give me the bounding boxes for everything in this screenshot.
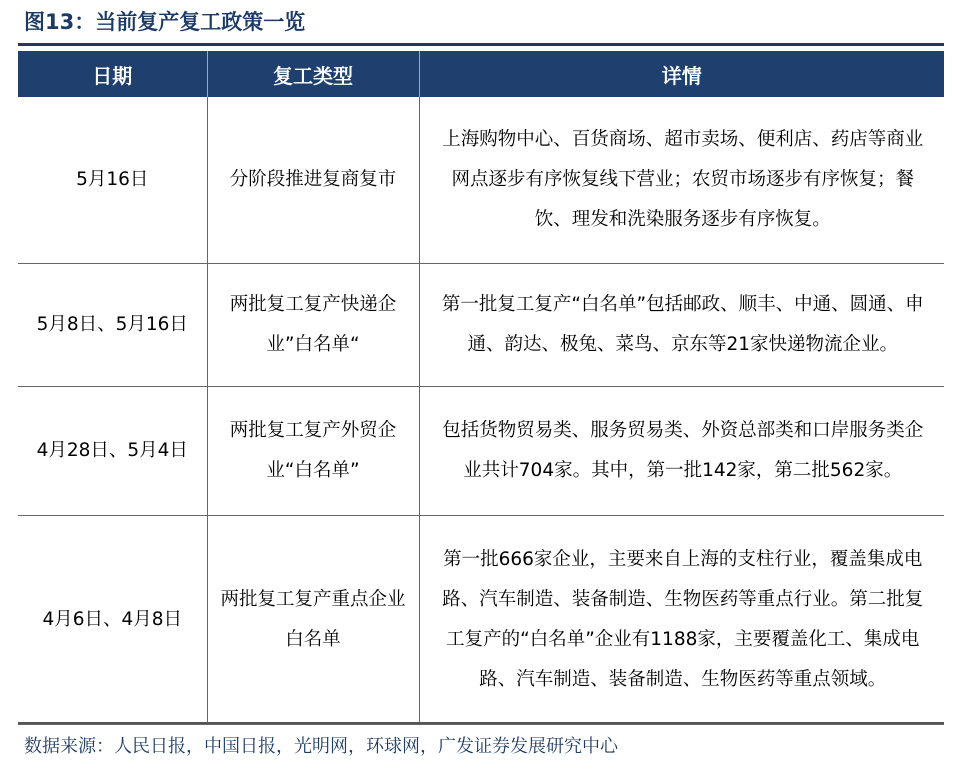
row-details: 上海购物中心、百货商场、超市卖场、便利店、药店等商业网点逐步有序恢复线下营业；农贸市场逐步有序恢复；餐饮、理发和洗染服务逐步有序恢复。 — [419, 97, 944, 264]
source-note: 数据来源：人民日报，中国日报，光明网，环球网，广发证券发展研究中心 — [24, 736, 618, 757]
row-date: 4月28日、5月4日 — [18, 387, 207, 516]
row-details: 第一批666家企业，主要来自上海的支柱行业，覆盖集成电路、汽车制造、装备制造、生物医药等重点行业。第二批复工复产的“白名单”企业有1188家，主要覆盖化工、集成电路、汽车制造、装备制造、生物医药等重点领域。 — [419, 516, 944, 725]
table-row — [18, 264, 944, 387]
header-date: 日期 — [18, 51, 207, 97]
table-row — [18, 516, 944, 725]
row-details: 第一批复工复产“白名单”包括邮政、顺丰、中通、圆通、申通、韵达、极兔、菜鸟、京东等21家快递物流企业。 — [419, 264, 944, 387]
table-row — [18, 97, 944, 264]
figure-title: 图13：当前复产复工政策一览 — [24, 10, 306, 34]
row-details: 包括货物贸易类、服务贸易类、外资总部类和口岸服务类企业共计704家。其中，第一批142家，第二批562家。 — [419, 387, 944, 516]
row-type: 两批复工复产快递企业”白名单“ — [207, 264, 419, 387]
table-row — [18, 387, 944, 516]
header-details: 详情 — [419, 51, 944, 97]
row-date: 4月6日、4月8日 — [18, 516, 207, 725]
row-type: 两批复工复产外贸企业“白名单” — [207, 387, 419, 516]
header-type: 复工类型 — [207, 51, 419, 97]
row-type: 分阶段推进复商复市 — [207, 97, 419, 264]
table-bottom-rule — [18, 722, 944, 724]
row-date: 5月8日、5月16日 — [18, 264, 207, 387]
row-date: 5月16日 — [18, 97, 207, 264]
title-underline — [18, 43, 944, 46]
policy-table — [18, 51, 944, 725]
row-type: 两批复工复产重点企业白名单 — [207, 516, 419, 725]
table-header-row — [18, 51, 944, 97]
